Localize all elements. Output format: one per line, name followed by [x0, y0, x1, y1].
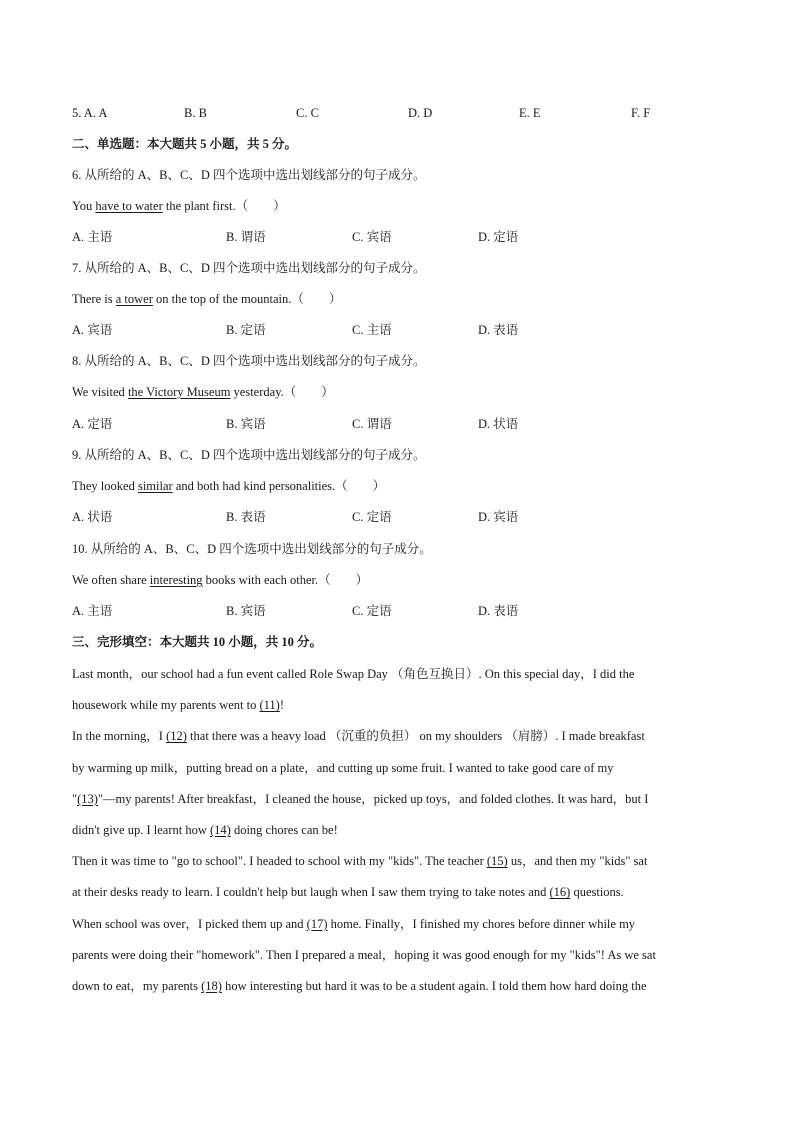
- question-stem: 6. 从所给的 A、B、C、D 四个选项中选出划线部分的句子成分。: [72, 168, 426, 182]
- answer-option: D. 表语: [478, 323, 519, 337]
- answer-option: B. 表语: [226, 510, 266, 524]
- passage-line: [72, 822, 338, 838]
- q5-option: C. C: [296, 106, 319, 120]
- question-sentence: [72, 384, 334, 400]
- answer-option: B. 定语: [226, 323, 266, 337]
- passage-text: didn't give up. I learnt how: [72, 823, 210, 837]
- answer-option: A. 宾语: [72, 323, 113, 337]
- question-stem: 9. 从所给的 A、B、C、D 四个选项中选出划线部分的句子成分。: [72, 448, 426, 462]
- blank-number: (12): [166, 729, 187, 744]
- sentence-text: We visited: [72, 385, 128, 399]
- question-sentence: [72, 572, 368, 588]
- passage-line: [72, 760, 614, 776]
- passage-text: !: [279, 698, 285, 713]
- passage-text: that there was a heavy load （沉重的负担） on my shoulders （肩膀）. I made breakfast: [186, 729, 645, 744]
- sentence-text: yesterday.（ ）: [230, 385, 334, 399]
- underlined-part: similar: [137, 479, 173, 493]
- passage-line: [72, 978, 647, 994]
- q5-option: F. F: [631, 106, 651, 120]
- passage-text: doing chores can be!: [230, 823, 338, 837]
- sentence-text: the plant first.（ ）: [162, 199, 286, 213]
- passage-text: us，and then my "kids" sat: [507, 854, 648, 869]
- blank-number: (18): [201, 979, 222, 993]
- blank-number: (17): [306, 916, 328, 931]
- underlined-part: the Victory Museum: [127, 385, 231, 399]
- passage-line: [72, 947, 656, 963]
- passage-line: [72, 916, 635, 932]
- question-sentence: [72, 291, 341, 307]
- sentence-text: and both had kind personalities.（ ）: [172, 479, 386, 493]
- section-heading: 三、完形填空：本大题共 10 小题，共 10 分。: [72, 635, 323, 649]
- blank-number: (14): [210, 823, 231, 837]
- answer-option: B. 谓语: [226, 230, 266, 244]
- passage-line: [72, 697, 284, 713]
- answer-option: D. 定语: [478, 230, 519, 244]
- answer-option: C. 定语: [352, 604, 392, 618]
- question-sentence: [72, 478, 385, 494]
- passage-text: ": [72, 791, 78, 806]
- answer-option: D. 宾语: [478, 510, 519, 524]
- q5-option: 5. A. A: [72, 106, 108, 120]
- section-heading: 二、单选题：本大题共 5 小题，共 5 分。: [72, 137, 298, 151]
- sentence-text: books with each other.（ ）: [202, 573, 369, 587]
- q5-option: E. E: [519, 106, 541, 120]
- passage-text: how interesting but hard it was to be a student again. I told them how hard doing the: [221, 979, 647, 993]
- passage-line: [72, 853, 647, 869]
- passage-text: "—my parents! After breakfast，I cleaned the house，picked up toys，and folded clothes. It was hard，but I: [97, 791, 649, 806]
- passage-text: housework while my parents went to: [72, 698, 260, 713]
- q5-option: D. D: [408, 106, 433, 120]
- underlined-part: a tower: [115, 292, 153, 306]
- passage-text: by warming up milk，putting bread on a plate，and cutting up some fruit. I wanted to take good care of my: [72, 760, 614, 775]
- sentence-text: There is: [72, 292, 116, 306]
- question-stem: 8. 从所给的 A、B、C、D 四个选项中选出划线部分的句子成分。: [72, 354, 426, 368]
- passage-line: [72, 791, 648, 807]
- answer-option: C. 宾语: [352, 230, 392, 244]
- passage-text: home. Finally，I finished my chores before dinner while my: [327, 916, 636, 931]
- passage-text: parents were doing their "homework". Then I prepared a meal，hoping it was good enough for my "kids"! As we sat: [72, 947, 656, 962]
- sentence-text: They looked: [72, 479, 138, 493]
- passage-text: at their desks ready to learn. I couldn't help but laugh when I saw them trying to take notes and: [72, 885, 550, 900]
- passage-line: [72, 884, 624, 900]
- passage-line: [72, 666, 634, 682]
- answer-option: A. 状语: [72, 510, 113, 524]
- answer-option: A. 定语: [72, 417, 113, 431]
- answer-option: C. 主语: [352, 323, 392, 337]
- answer-option: A. 主语: [72, 230, 113, 244]
- blank-number: (15): [486, 854, 508, 869]
- underlined-part: interesting: [149, 573, 203, 587]
- answer-option: A. 主语: [72, 604, 113, 618]
- blank-number: (11): [259, 698, 280, 713]
- blank-number: (16): [549, 885, 571, 900]
- answer-option: B. 宾语: [226, 417, 266, 431]
- answer-option: C. 谓语: [352, 417, 392, 431]
- question-stem: 10. 从所给的 A、B、C、D 四个选项中选出划线部分的句子成分。: [72, 542, 432, 556]
- sentence-text: on the top of the mountain.（ ）: [152, 292, 342, 306]
- answer-option: B. 宾语: [226, 604, 266, 618]
- question-sentence: [72, 198, 286, 214]
- passage-line: [72, 728, 645, 744]
- sentence-text: We often share: [72, 573, 150, 587]
- passage-text: Last month，our school had a fun event called Role Swap Day （角色互换日）. On this special day，I did the: [72, 667, 635, 681]
- q5-option: B. B: [184, 106, 207, 120]
- sentence-text: You: [72, 199, 96, 213]
- underlined-part: have to water: [95, 199, 163, 213]
- answer-option: D. 状语: [478, 417, 519, 431]
- question-stem: 7. 从所给的 A、B、C、D 四个选项中选出划线部分的句子成分。: [72, 261, 426, 275]
- passage-text: In the morning，I: [72, 729, 167, 744]
- passage-text: down to eat，my parents: [72, 979, 202, 993]
- answer-option: D. 表语: [478, 604, 519, 618]
- passage-text: questions.: [570, 885, 624, 900]
- passage-text: When school was over，I picked them up and: [72, 916, 307, 931]
- answer-option: C. 定语: [352, 510, 392, 524]
- passage-text: Then it was time to "go to school". I headed to school with my "kids". The teacher: [72, 854, 487, 869]
- blank-number: (13): [77, 791, 98, 806]
